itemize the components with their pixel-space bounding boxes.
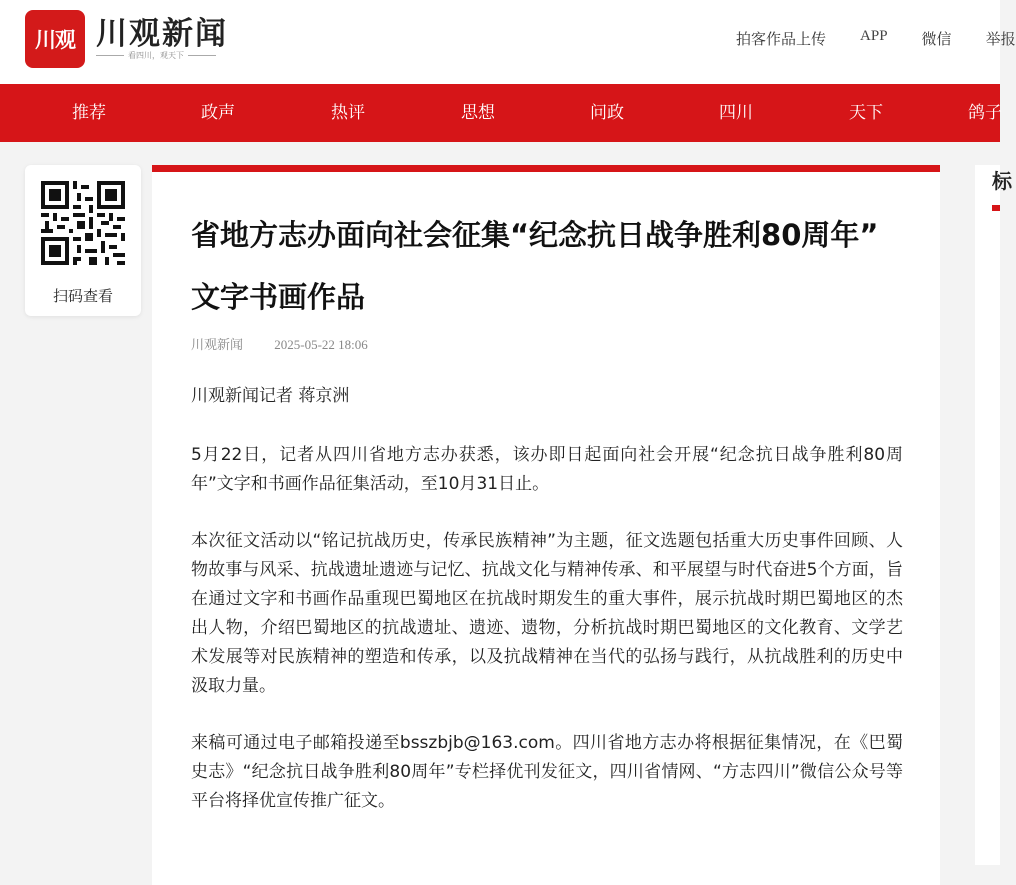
logo-mark[interactable]: 川观 — [25, 10, 85, 68]
nav-item-recommend[interactable]: 推荐 — [72, 103, 106, 123]
article-content — [191, 382, 903, 844]
nav-item-thought[interactable]: 思想 — [461, 103, 495, 123]
logo-slogan: 看四川，观天下 — [96, 50, 216, 61]
article-meta — [191, 334, 368, 353]
article-source[interactable]: 川观新闻 — [191, 337, 244, 352]
upload-link[interactable]: 拍客作品上传 — [736, 30, 827, 48]
nav-item-comment[interactable]: 热评 — [331, 103, 365, 123]
article-card — [152, 165, 940, 885]
article-title-line2: 文字书画作品 — [191, 280, 366, 314]
qr-label: 扫码查看 — [52, 287, 113, 305]
app-link[interactable]: APP — [860, 28, 888, 44]
sidebar-heading: 标 — [992, 169, 1012, 193]
nav-item-pigeon[interactable]: 鸽子 — [968, 103, 1002, 123]
qr-card — [25, 165, 141, 316]
article-paragraph: 本次征文活动以“铭记抗战历史，传承民族精神”为主题，征文选题包括重大历史事件回顾、人物故事与风采、抗战遗址遗迹与记忆、抗战文化与精神传承、和平展望与时代奋进5个方面，旨在通过文字和书画作品重现巴蜀地区在抗战时期发生的重大事件，展示抗战时期巴蜀地区的杰出人物，介绍巴蜀地区的抗战遗址、遗迹、遗物，分析抗战时期巴蜀地区的文化教育、文学艺术发展等对民族精神的塑造和传承，以及抗战精神在当代的弘扬与践行，从抗战胜利的历史中汲取力量。 — [191, 531, 903, 696]
qr-code-icon — [41, 181, 125, 265]
main-nav — [0, 84, 1000, 142]
article-date: 2025-05-22 18:06 — [274, 337, 368, 352]
nav-item-inquiry[interactable]: 问政 — [590, 103, 624, 123]
nav-item-world[interactable]: 天下 — [849, 103, 883, 123]
nav-item-sichuan[interactable]: 四川 — [719, 103, 753, 123]
site-header — [0, 0, 1016, 84]
sidebar-heading-underline — [992, 205, 1000, 211]
top-links — [736, 28, 1016, 50]
nav-item-politics[interactable]: 政声 — [201, 103, 235, 123]
wechat-link[interactable]: 微信 — [921, 30, 952, 48]
report-link[interactable]: 举报 — [985, 30, 1016, 48]
article-paragraph: 来稿可通过电子邮箱投递至bsszbjb@163.com。四川省地方志办将根据征集情况，在《巴蜀史志》“纪念抗日战争胜利80周年”专栏择优刊发征文，四川省情网、“方志四川”微信公众号等平台将择优宣传推广征文。 — [191, 733, 903, 811]
article-title-line1: 省地方志办面向社会征集“纪念抗日战争胜利80周年” — [191, 218, 879, 252]
right-sidebar — [975, 165, 1012, 865]
article-paragraph: 5月22日，记者从四川省地方志办获悉，该办即日起面向社会开展“纪念抗日战争胜利80周年”文字和书画作品征集活动，至10月31日止。 — [191, 445, 903, 494]
article-reporter: 川观新闻记者 蒋京洲 — [191, 386, 350, 406]
article-title — [191, 204, 911, 328]
logo-title[interactable]: 川观新闻 — [96, 16, 228, 52]
